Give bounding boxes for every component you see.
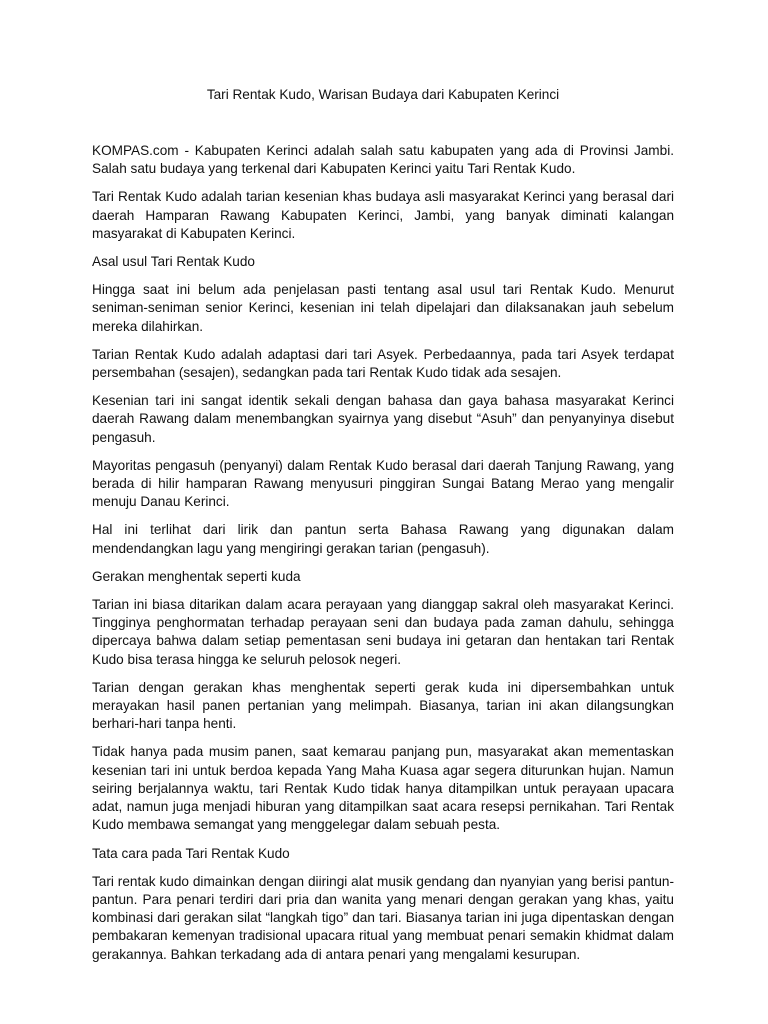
paragraph-movement-2: Tarian dengan gerakan khas menghentak seperti gerak kuda ini dipersembahkan untuk merayakan hasil panen pertanian yang melimpah. Biasanya, tarian ini akan dilangsungkan berhari-hari tanpa henti. [92, 679, 674, 732]
paragraph-movement-3: Tidak hanya pada musim panen, saat kemarau panjang pun, masyarakat akan mementaskan kesenian tari ini untuk berdoa kepada Yang Maha Kuasa agar segera diturunkan hujan. Namun seiring berjalannya waktu, tari Rentak Kudo tidak hanya ditampilkan untuk perayaan upacara adat, namun juga menjadi hiburan yang ditampilkan saat acara resepsi pernikahan. Tari Rentak Kudo membawa semangat yang menggelegar dalam sebuah pesta. [92, 744, 674, 833]
paragraph-definition: Tari Rentak Kudo adalah tarian kesenian khas budaya asli masyarakat Kerinci yang berasal dari daerah Hamparan Rawang Kabupaten Kerinci, Jambi, yang banyak diminati kalangan masyarakat di Kabupaten Kerinci. [92, 189, 674, 241]
document-title: Tari Rentak Kudo, Warisan Budaya dari Kabupaten Kerinci [206, 87, 560, 102]
section-heading-procedure: Tata cara pada Tari Rentak Kudo [92, 845, 290, 861]
paragraph-procedure-1: Tari rentak kudo dimainkan dengan diiringi alat musik gendang dan nyanyian yang berisi pantun-pantun. Para penari terdiri dari pria dan wanita yang menari dengan gerakan yang khas, yaitu kombinasi dari gerakan silat “langkah tigo” dan tari. Biasanya tarian ini juga dipentaskan dengan pembakaran kemenyan tradisional upacara ritual yang membuat penari semakin khidmat dalam gerakannya. Bahkan terkadang ada di antara penari yang mengalami kesurupan. [92, 873, 674, 962]
document-page [92, 86, 674, 974]
paragraph-origin-4: Mayoritas pengasuh (penyanyi) dalam Rentak Kudo berasal dari daerah Tanjung Rawang, yang berada di hilir hamparan Rawang menyusuri pinggiran Sungai Batang Merao yang mengalir menuju Danau Kerinci. [92, 457, 674, 510]
paragraph-origin-3: Kesenian tari ini sangat identik sekali dengan bahasa dan gaya bahasa masyarakat Kerinci daerah Rawang dalam menembangkan syairnya yang disebut “Asuh” dan penyanyinya disebut pengasuh. [92, 393, 674, 445]
section-heading-origin: Asal usul Tari Rentak Kudo [92, 254, 255, 270]
paragraph-origin-1: Hingga saat ini belum ada penjelasan pasti tentang asal usul tari Rentak Kudo. Menurut seniman-seniman senior Kerinci, kesenian ini telah dipelajari dan dilaksanakan jauh sebelum mereka dilahirkan. [92, 282, 674, 334]
paragraph-movement-1: Tarian ini biasa ditarikan dalam acara perayaan yang dianggap sakral oleh masyarakat Kerinci. Tingginya penghormatan terhadap perayaan seni dan budaya pada zaman dahulu, sehingga dipercaya bahwa dalam setiap pementasan seni budaya ini getaran dan hentakan tari Rentak Kudo bisa terasa hingga ke seluruh pelosok negeri. [92, 597, 674, 667]
paragraph-origin-2: Tarian Rentak Kudo adalah adaptasi dari tari Asyek. Perbedaannya, pada tari Asyek terdapat persembahan (sesajen), sedangkan pada tari Rentak Kudo tidak ada sesajen. [92, 346, 674, 381]
section-heading-movement: Gerakan menghentak seperti kuda [92, 568, 301, 584]
paragraph-origin-5: Hal ini terlihat dari lirik dan pantun serta Bahasa Rawang yang digunakan dalam mendendangkan lagu yang mengiringi gerakan tarian (pengasuh). [92, 522, 674, 556]
paragraph-intro: KOMPAS.com - Kabupaten Kerinci adalah salah satu kabupaten yang ada di Provinsi Jambi. Salah satu budaya yang terkenal dari Kabupaten Kerinci yaitu Tari Rentak Kudo. [92, 143, 674, 177]
